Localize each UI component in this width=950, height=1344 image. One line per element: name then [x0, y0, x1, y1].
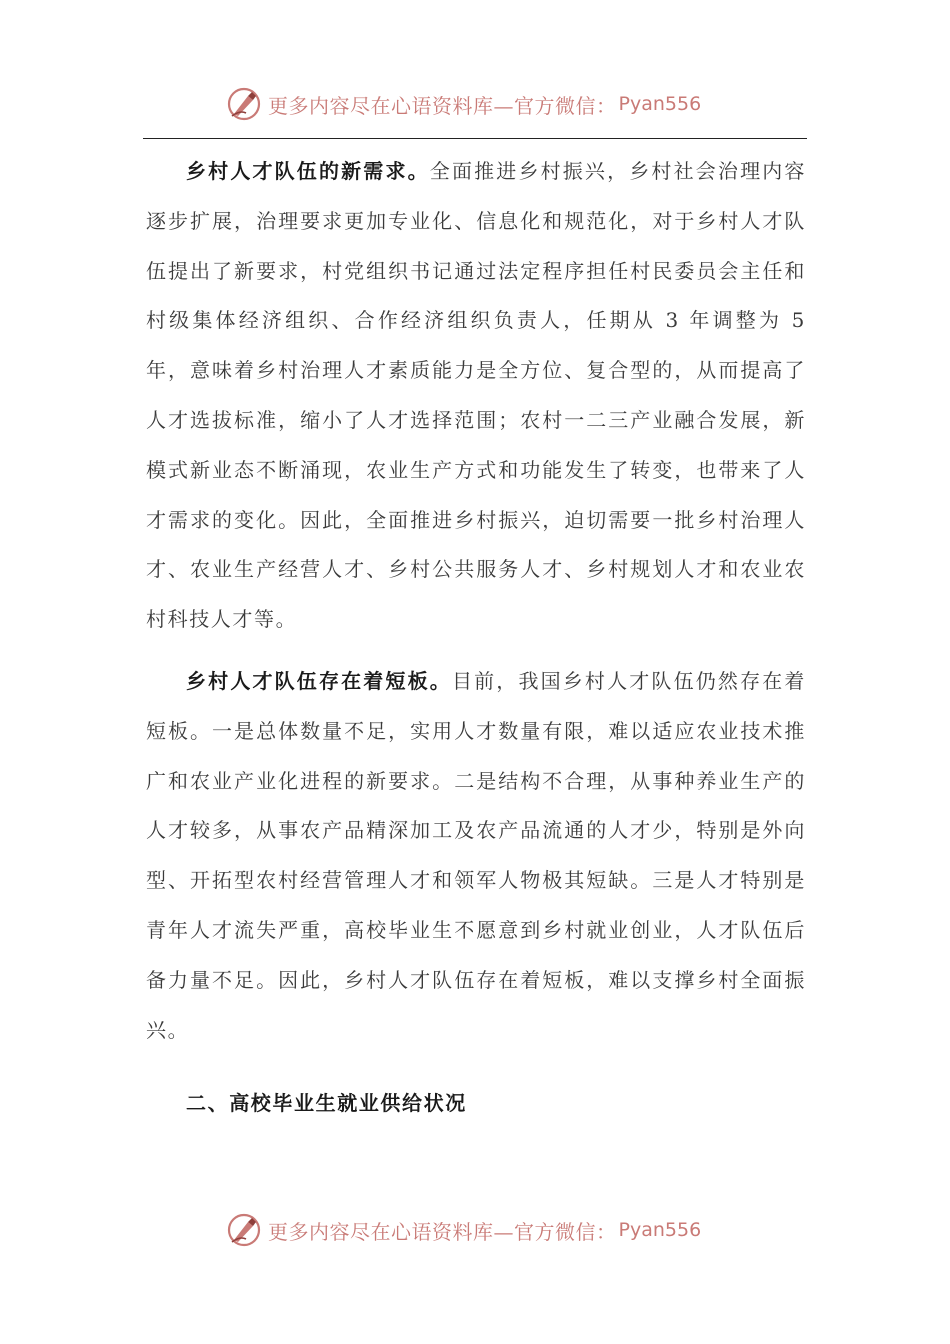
footer-brand-text: 更多内容尽在心语资料库—官方微信： — [268, 1219, 617, 1244]
section-heading: 二、高校毕业生就业供给状况 — [186, 1091, 467, 1116]
header-wechat-id: Pyan556 — [618, 93, 702, 115]
pen-logo-icon — [226, 1212, 262, 1248]
header-divider — [143, 138, 807, 139]
page-header — [0, 84, 950, 124]
document-body — [146, 147, 806, 1123]
page-footer — [0, 1210, 950, 1250]
paragraph-new-demand — [146, 147, 806, 645]
footer-wechat-id: Pyan556 — [618, 1219, 702, 1241]
paragraph-lead: 乡村人才队伍的新需求。 — [186, 159, 430, 183]
footer-brand — [226, 1210, 701, 1250]
paragraph-body: 目前，我国乡村人才队伍仍然存在着短板。一是总体数量不足，实用人才数量有限，难以适应农业技术推广和农业产业化进程的新要求。二是结构不合理，从事种养业生产的人才较多，从事农产品精深加工及农产品流通的人才少，特别是外向型、开拓型农村经营管理人才和领军人物极其短缺。三是人才特别是青年人才流失严重，高校毕业生不愿意到乡村就业创业，人才队伍后备力量不足。因此，乡村人才队伍存在着短板，难以支撑乡村全面振兴。 — [146, 668, 806, 1042]
header-brand — [226, 84, 701, 124]
paragraph-lead: 乡村人才队伍存在着短板。 — [186, 668, 452, 693]
pen-logo-icon — [226, 86, 262, 122]
paragraph-shortcomings — [146, 657, 806, 1055]
header-brand-text: 更多内容尽在心语资料库—官方微信： — [268, 93, 617, 118]
paragraph-body: 全面推进乡村振兴，乡村社会治理内容逐步扩展，治理要求更加专业化、信息化和规范化，对于乡村人才队伍提出了新要求，村党组织书记通过法定程序担任村民委员会主任和村级集体经济组织、合作经济组织负责人，任期从 3 年调整为 5 年，意味着乡村治理人才素质能力是全方位、复合型的，从而提高了人才选拔标准，缩小了人才选择范围；农村一二三产业融合发展，新模式新业态不断涌现，农业生产方式和功能发生了转变，也带来了人才需求的变化。因此，全面推进乡村振兴，迫切需要一批乡村治理人才、农业生产经营人才、乡村公共服务人才、乡村规划人才和农业农村科技人才等。 — [146, 159, 806, 632]
